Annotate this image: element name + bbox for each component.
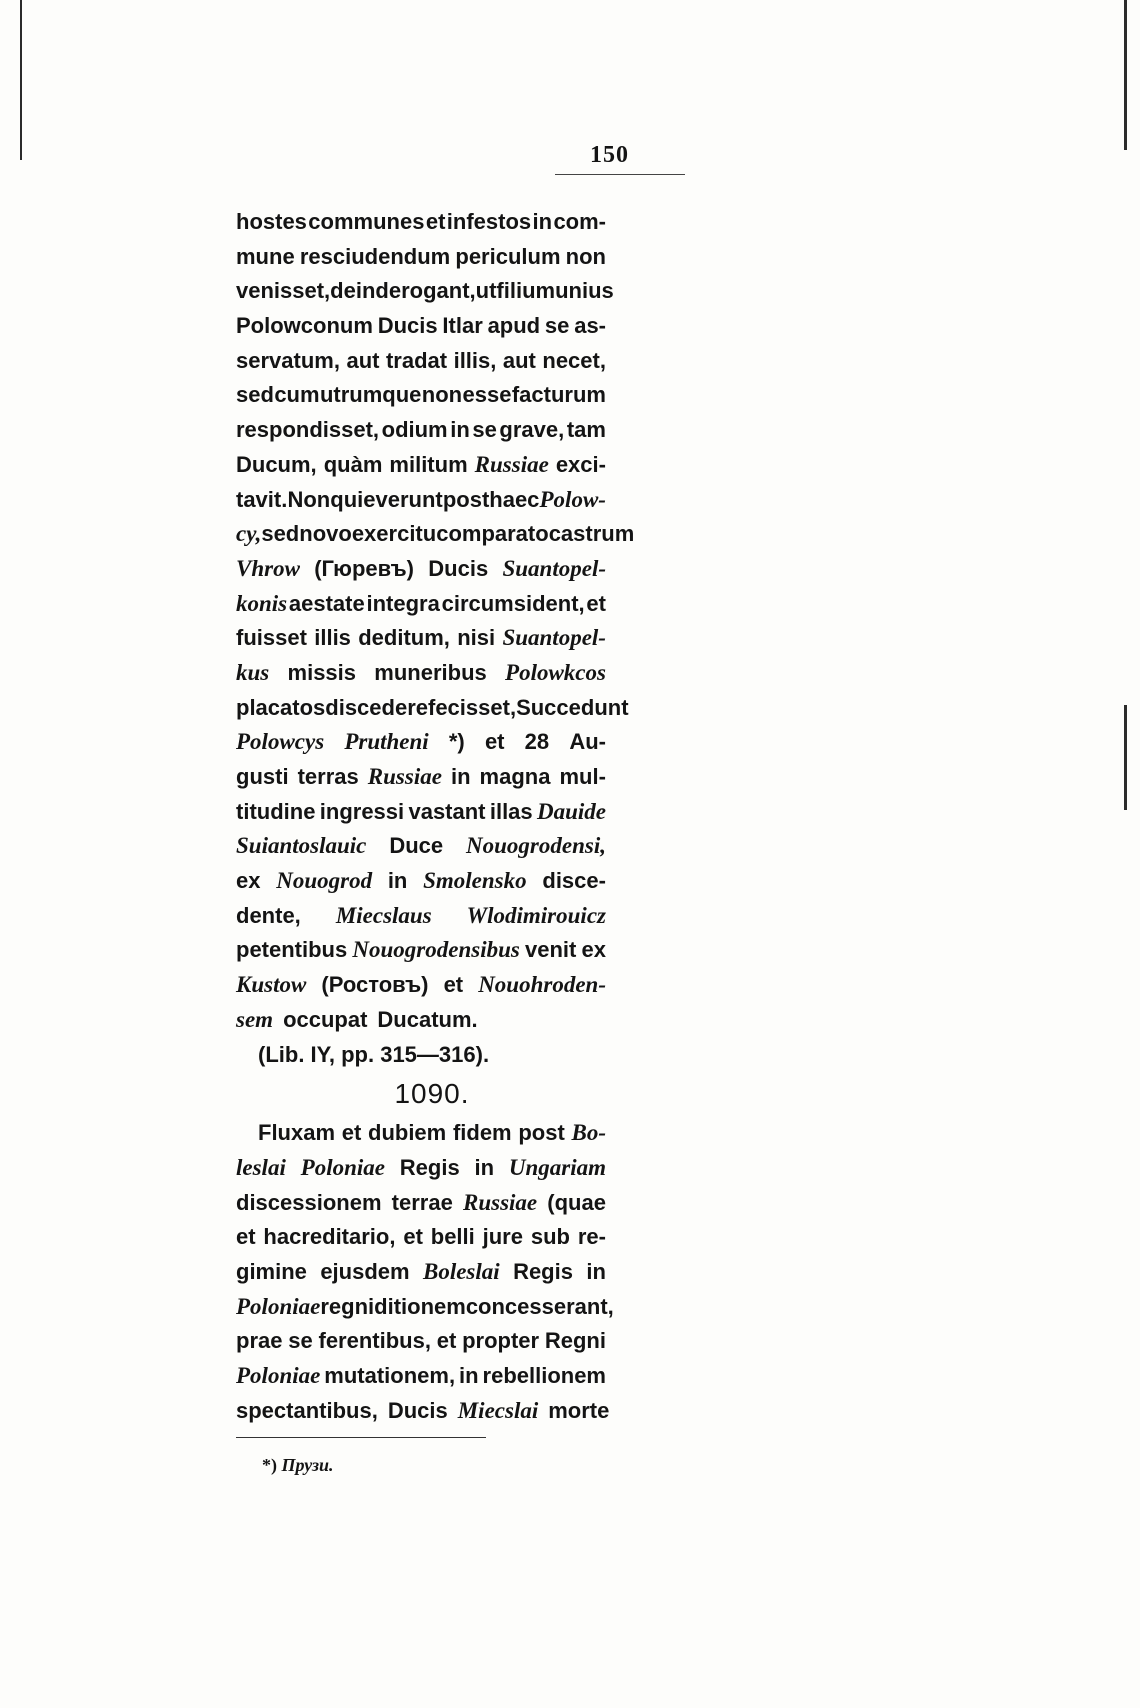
word: prae — [236, 1328, 283, 1354]
word: sem — [236, 1006, 274, 1032]
word: Ducis — [377, 313, 438, 339]
word: Russiae — [474, 451, 549, 477]
word: Miecslai — [457, 1397, 539, 1423]
word: se — [288, 1328, 313, 1354]
word: morte — [548, 1397, 610, 1423]
word: sed — [236, 382, 274, 408]
word: leslai — [236, 1154, 286, 1180]
word: filium — [496, 278, 556, 304]
text-line — [236, 1324, 606, 1359]
word: Poloniae — [236, 1363, 321, 1388]
word: muneribus — [374, 659, 487, 685]
scan-edge-right-mid — [1124, 705, 1127, 810]
word: gimine — [236, 1258, 307, 1284]
word: Polowconum — [236, 313, 373, 339]
text-line — [236, 829, 606, 864]
word: ferentibus, — [318, 1328, 431, 1354]
word: et — [484, 729, 505, 755]
word: Ducis — [387, 1397, 448, 1423]
word: dente, — [236, 902, 301, 928]
word: venit — [524, 937, 577, 963]
word: Duce — [389, 833, 444, 859]
word: gusti — [236, 764, 289, 789]
word: ex — [581, 937, 606, 963]
word: 28 — [524, 729, 550, 755]
word: Nouohroden- — [478, 972, 606, 998]
word: servatum, — [236, 347, 340, 373]
word: Poloniae — [300, 1154, 385, 1180]
word: exercitu — [351, 521, 437, 547]
citation — [236, 1038, 606, 1073]
text-line — [236, 205, 606, 240]
word: et — [443, 972, 464, 998]
word: *) — [448, 729, 465, 755]
word: et — [425, 209, 446, 234]
text-line — [236, 899, 606, 934]
word: ejusdem — [320, 1258, 410, 1284]
word: non — [421, 382, 463, 408]
text-line — [236, 656, 606, 691]
word: Regis — [513, 1258, 573, 1284]
text-line — [236, 1359, 606, 1394]
word: missis — [287, 659, 357, 685]
word: discedere — [325, 694, 428, 720]
word: terrae — [391, 1189, 453, 1215]
word: in — [474, 1154, 495, 1180]
word: et — [341, 1120, 362, 1146]
word: et — [403, 1224, 423, 1250]
word: Succedunt — [516, 694, 629, 720]
word: Polowkcos — [505, 659, 606, 685]
word: rogant, — [401, 278, 476, 304]
text-line — [236, 621, 606, 656]
word: communes — [308, 209, 425, 234]
word: kus — [236, 659, 270, 685]
word: Prutheni — [344, 729, 429, 755]
text-line — [236, 1186, 606, 1221]
word: infestos — [446, 209, 532, 234]
word: Regis — [399, 1154, 460, 1180]
word: Miecslaus — [335, 902, 432, 928]
word: propter — [462, 1328, 540, 1354]
word: Regni — [544, 1328, 606, 1354]
word: Bo- — [571, 1120, 606, 1146]
word: Polow- — [539, 486, 606, 512]
text-line — [236, 1255, 606, 1290]
word: se — [544, 313, 570, 339]
word: Ducatum. — [377, 1006, 478, 1032]
word: in — [459, 1363, 479, 1388]
word: resciudendum — [299, 243, 451, 269]
word: cy, — [236, 521, 262, 547]
text-line — [236, 413, 606, 448]
word: regni — [320, 1293, 375, 1319]
word: occupat — [283, 1006, 368, 1032]
word: militum — [389, 451, 468, 477]
word: circumsident, — [441, 590, 585, 616]
text-line — [236, 1220, 606, 1255]
header-rule — [555, 174, 685, 175]
text-line — [236, 1151, 606, 1186]
word: discessionem — [236, 1189, 382, 1215]
word: aut — [346, 347, 380, 373]
word: aut — [502, 347, 536, 373]
paragraph-2 — [236, 1116, 614, 1428]
text-line — [236, 725, 606, 760]
word: Ducis — [428, 555, 489, 581]
word: grave, — [499, 417, 565, 443]
word: tam — [566, 417, 606, 443]
word: integra — [366, 590, 440, 616]
text-line — [236, 1116, 606, 1151]
body-text — [236, 205, 635, 1428]
word: utrumque — [319, 382, 422, 408]
word: petentibus — [236, 937, 348, 963]
word: Fluxam — [258, 1120, 336, 1146]
word: Ungariam — [508, 1154, 606, 1180]
word: titudine — [236, 798, 316, 824]
word: posthaec — [442, 486, 540, 512]
word: ex — [236, 868, 261, 894]
word: fidem — [452, 1120, 512, 1146]
word: se — [472, 417, 497, 443]
word: post — [518, 1120, 565, 1146]
text-line — [236, 795, 606, 830]
footnote-text: Прузи. — [281, 1455, 334, 1475]
word: konis — [236, 590, 288, 616]
word: mune — [236, 243, 295, 269]
word: hostes — [236, 209, 307, 234]
word: Nouogrod — [276, 868, 373, 894]
word: respondisset, — [236, 417, 380, 443]
word: fuisset — [236, 625, 307, 651]
word: in — [387, 868, 408, 894]
citation-text: (Lib. IY, pp. 315—316). — [258, 1041, 490, 1067]
word: venisset, — [236, 278, 331, 304]
word: Suantopel- — [502, 555, 606, 581]
word: Vhrow — [236, 555, 300, 581]
footnote-marker: *) — [262, 1455, 277, 1475]
word: aestate — [288, 590, 365, 616]
word: comparato — [436, 521, 549, 547]
word: novo — [299, 521, 352, 547]
word: belli — [430, 1224, 475, 1250]
footnote — [262, 1455, 334, 1476]
word: magna — [479, 764, 551, 789]
word: illas — [489, 798, 533, 824]
word: non — [565, 243, 606, 269]
word: Wlodimirouicz — [466, 902, 606, 928]
word: Non — [287, 486, 331, 512]
word: Itlar — [442, 313, 483, 339]
word: jure — [482, 1224, 523, 1250]
word: et — [586, 590, 606, 616]
word: Russiae — [462, 1189, 538, 1215]
word: et — [436, 1328, 457, 1354]
word: hacreditario, — [263, 1224, 396, 1250]
word: Dauide — [536, 798, 606, 824]
word: sub — [530, 1224, 570, 1250]
word: (Ростовъ) — [321, 972, 429, 998]
word: (Гюревъ) — [314, 555, 414, 581]
word: necet, — [542, 347, 606, 373]
text-line — [236, 1290, 614, 1325]
text-line — [236, 517, 635, 552]
text-line — [236, 691, 629, 726]
word: in — [450, 417, 470, 443]
word: Nouogrodensi, — [466, 833, 606, 859]
word: castrum — [548, 521, 635, 547]
word: spectantibus, — [236, 1397, 378, 1423]
text-line — [236, 760, 606, 795]
text-line — [236, 933, 606, 968]
word: quieverunt — [330, 486, 443, 512]
word: in — [532, 209, 553, 234]
word: terras — [297, 764, 359, 789]
word: tradat — [385, 347, 448, 373]
word: Smolensko — [423, 868, 527, 894]
word: Russiae — [367, 764, 442, 789]
word: ingressi — [319, 798, 405, 824]
scan-edge-left — [20, 0, 22, 160]
word: (quae — [547, 1189, 606, 1215]
word: nisi — [457, 625, 496, 651]
word: apud — [487, 313, 541, 339]
text-line — [236, 378, 606, 413]
word: disce- — [542, 868, 606, 894]
word: in — [586, 1258, 606, 1284]
word: fecisset, — [428, 694, 517, 720]
text-line — [236, 448, 606, 483]
word: in — [450, 764, 471, 789]
word: as- — [574, 313, 606, 339]
word: mul- — [559, 764, 606, 789]
word: ut — [475, 278, 497, 304]
paragraph-1 — [236, 205, 635, 1038]
word: unius — [555, 278, 614, 304]
text-line — [236, 587, 606, 622]
text-line — [236, 1394, 610, 1429]
word: re- — [577, 1224, 606, 1250]
word: facturum — [511, 382, 606, 408]
word: concesserant, — [465, 1293, 614, 1319]
word: periculum — [455, 243, 561, 269]
text-line — [236, 552, 606, 587]
word: Suantopel- — [502, 625, 606, 651]
word: deinde — [330, 278, 402, 304]
word: odium — [381, 417, 448, 443]
word: Au- — [569, 729, 606, 755]
word: illis — [314, 625, 351, 651]
word: quàm — [323, 451, 383, 477]
text-line — [236, 864, 606, 899]
word: Poloniae — [236, 1293, 321, 1319]
word: Kustow — [236, 972, 307, 998]
word: Nouogrodensibus — [352, 937, 520, 963]
word: Boleslai — [422, 1258, 500, 1284]
text-line — [236, 483, 606, 518]
word: deditum, — [358, 625, 450, 651]
word: rebellionem — [482, 1363, 606, 1388]
year-heading: 1090. — [394, 1078, 470, 1110]
word: mutationem, — [324, 1363, 456, 1388]
text-line — [236, 274, 614, 309]
word: esse — [462, 382, 512, 408]
word: exci- — [555, 451, 606, 477]
word: cum — [274, 382, 320, 408]
scan-edge-right-top — [1124, 0, 1127, 150]
text-line — [236, 344, 606, 379]
text-line — [236, 968, 606, 1003]
page-number: 150 — [590, 142, 629, 168]
word: tavit. — [236, 486, 288, 512]
word: ditionem — [374, 1293, 466, 1319]
text-line — [236, 309, 606, 344]
word: Polowcys — [236, 729, 325, 755]
text-line — [236, 1003, 606, 1038]
word: Ducum, — [236, 451, 317, 477]
word: et — [236, 1224, 256, 1250]
footnote-rule — [236, 1437, 486, 1438]
word: sed — [261, 521, 300, 547]
word: illis, — [453, 347, 497, 373]
word: Suiantoslauic — [236, 833, 367, 859]
word: dubiem — [368, 1120, 447, 1146]
word: vastant — [408, 798, 486, 824]
word: com- — [553, 209, 606, 234]
text-line — [236, 240, 606, 275]
word: placatos — [236, 694, 326, 720]
